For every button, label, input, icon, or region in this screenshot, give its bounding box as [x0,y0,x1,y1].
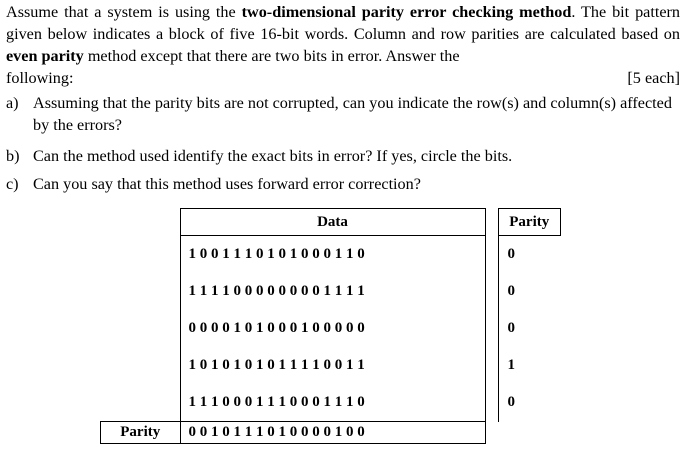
table-row [101,347,561,384]
question-label: a) [6,94,19,112]
parity-table [100,208,561,444]
question-a [6,92,680,136]
intro-text-3: method except that there are two bits in error. Answer the [83,47,460,65]
intro-bold-even-parity: even parity [6,47,84,65]
intro-last-line: following: [6,69,74,87]
data-header: Data [180,209,485,236]
question-label: b) [6,147,20,165]
question-text: Can you say that this method uses forward error correction? [33,175,421,193]
question-text: Can the method used identify the exact bits in error? If yes, circle the bits. [33,147,513,165]
parity-row-label: Parity [101,422,181,444]
question-label: c) [6,175,19,193]
problem-intro [6,1,680,89]
row-parity: 0 [498,384,561,422]
table-row [101,236,561,274]
parity-row [101,422,561,444]
row-parity: 0 [498,273,561,310]
table-row [101,384,561,422]
question-b [6,145,680,167]
row-parity: 0 [498,236,561,274]
row-parity: 0 [498,310,561,347]
parity-header: Parity [498,209,561,236]
table-row [101,273,561,310]
table-row [101,310,561,347]
question-text: Assuming that the parity bits are not corrupted, can you indicate the row(s) and column(s) affected by the errors? [33,94,672,134]
parity-row-bits: 0 0 1 0 1 1 1 0 1 0 0 0 0 1 0 0 [180,422,485,444]
intro-bold-method: two-dimensional parity error checking method [241,3,572,21]
row-bits: 1 1 1 0 0 0 1 1 1 0 0 0 1 1 1 0 [180,384,485,422]
intro-text-1: Assume that a system is using the [6,3,242,21]
row-bits: 1 1 1 1 0 0 0 0 0 0 0 0 1 1 1 1 [180,273,485,310]
row-bits: 1 0 1 0 1 0 1 0 1 1 1 1 0 0 1 1 [180,347,485,384]
question-c [6,173,680,195]
intro-text-2: . The bit pattern given below indicates a block of five 16-bit words. Column and row parities are calculated based on [6,3,681,43]
row-bits: 0 0 0 0 1 0 1 0 0 0 1 0 0 0 0 0 [180,310,485,347]
row-parity: 1 [498,347,561,384]
row-bits: 1 0 0 1 1 1 0 1 0 1 0 0 0 1 1 0 [180,236,485,274]
marks-label: [5 each] [627,69,680,87]
